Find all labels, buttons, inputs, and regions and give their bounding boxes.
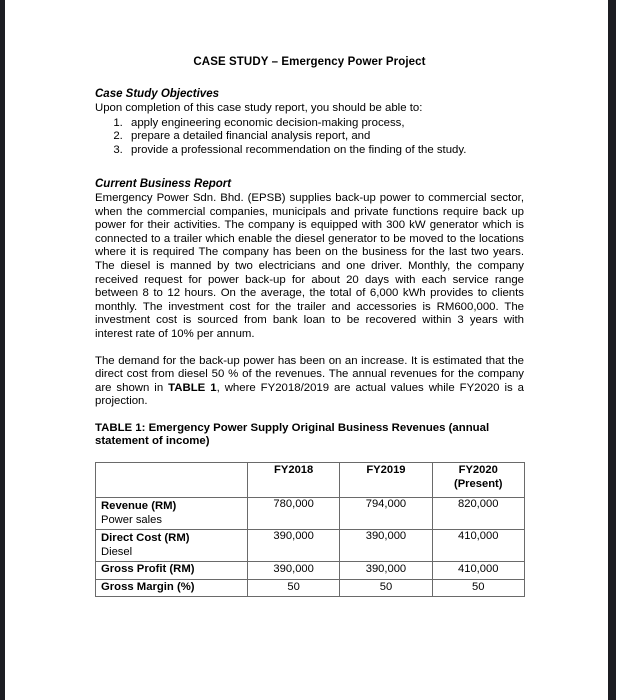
document-body [95,0,524,597]
table-row [96,530,525,562]
business-report-paragraph-1: Emergency Power Sdn. Bhd. (EPSB) supplies back-up power to commercial sector, when the commercial companies, municipals and private functions require back up power for their activities. The company is equipped with 300 kW generator which is connected to a trailer which enable the diesel generator to be moved to the locations where it is required The company has been on the business for the last two years. The diesel is manned by two electricians and one driver. Monthly, the company received request for power back-up for about 20 days with each service range between 8 to 12 hours. On the average, the total of 6,000 kWh provides to clients monthly. The investment cost for the trailer and accessories is RM600,000. The investment cost is sourced from bank loan to be recovered within 3 years with interest rate of 10% per annum. [95,191,524,340]
page-title: CASE STUDY – Emergency Power Project [193,56,426,68]
header-sublabel: (Present) [453,478,503,491]
header-cell-fy2020 [432,463,524,498]
table-cell: 820,000 [432,498,524,530]
business-report-paragraph-2 [95,355,524,409]
list-item: 2. prepare a detailed financial analysis report, and [126,130,524,144]
header-cell-blank [96,463,248,498]
table-cell: 780,000 [248,498,340,530]
header-cell-fy2018 [248,463,340,498]
row-label-gross-profit [96,562,248,580]
table-reference-emphasis: TABLE 1 [168,381,217,394]
table-row [96,562,525,580]
row-label-main: Gross Margin (%) [101,580,195,593]
table-cell: 50 [248,579,340,597]
row-label-sub: Power sales [101,513,162,526]
paragraph-2-segment-1: The demand for the back-up power has been on an increase. It is estimated that the direct cost from diesel 50 % of the revenues. The annual revenues for the company are shown in [95,354,524,394]
header-cell-fy2019 [340,463,432,498]
section-heading-objectives: Case Study Objectives [95,88,219,100]
header-label: FY2018 [274,464,314,477]
table-cell: 390,000 [340,530,432,562]
table-cell: 410,000 [432,530,524,562]
list-item: 3. provide a professional recommendation on the finding of the study. [126,144,524,158]
row-label-gross-margin [96,579,248,597]
table-cell: 410,000 [432,562,524,580]
table-cell: 390,000 [248,562,340,580]
caption-spacer [95,409,524,422]
table-cell: 50 [340,579,432,597]
paragraph-spacer [95,342,524,355]
list-item: 1. apply engineering economic decision-making process, [126,117,524,131]
header-label: FY2019 [366,464,406,477]
table-row [96,498,525,530]
table-cell: 50 [432,579,524,597]
row-label-main: Direct Cost (RM) [101,532,190,545]
table-cell: 390,000 [248,530,340,562]
table-header-row [96,463,525,498]
table-cell: 390,000 [340,562,432,580]
objectives-list [95,117,524,158]
row-label-sub: Diesel [101,545,133,558]
header-label: FY2020 [458,464,498,477]
financial-table [95,462,525,597]
table-caption: TABLE 1: Emergency Power Supply Original Business Revenues (annual statement of income) [95,421,490,448]
row-label-direct-cost [96,530,248,562]
row-label-main: Gross Profit (RM) [101,563,195,576]
table-cell: 794,000 [340,498,432,530]
left-edge-band [0,0,5,700]
section-heading-business-report: Current Business Report [95,177,232,190]
row-label-main: Revenue (RM) [101,500,177,513]
objectives-lead-text: Upon completion of this case study report, you should be able to: [95,102,423,114]
row-label-revenue [96,498,248,530]
right-edge-band [608,0,616,700]
paragraph-2-segment-2: , where FY2018/2019 are actual values while FY2020 is a projection. [95,381,524,408]
table-row [96,579,525,597]
